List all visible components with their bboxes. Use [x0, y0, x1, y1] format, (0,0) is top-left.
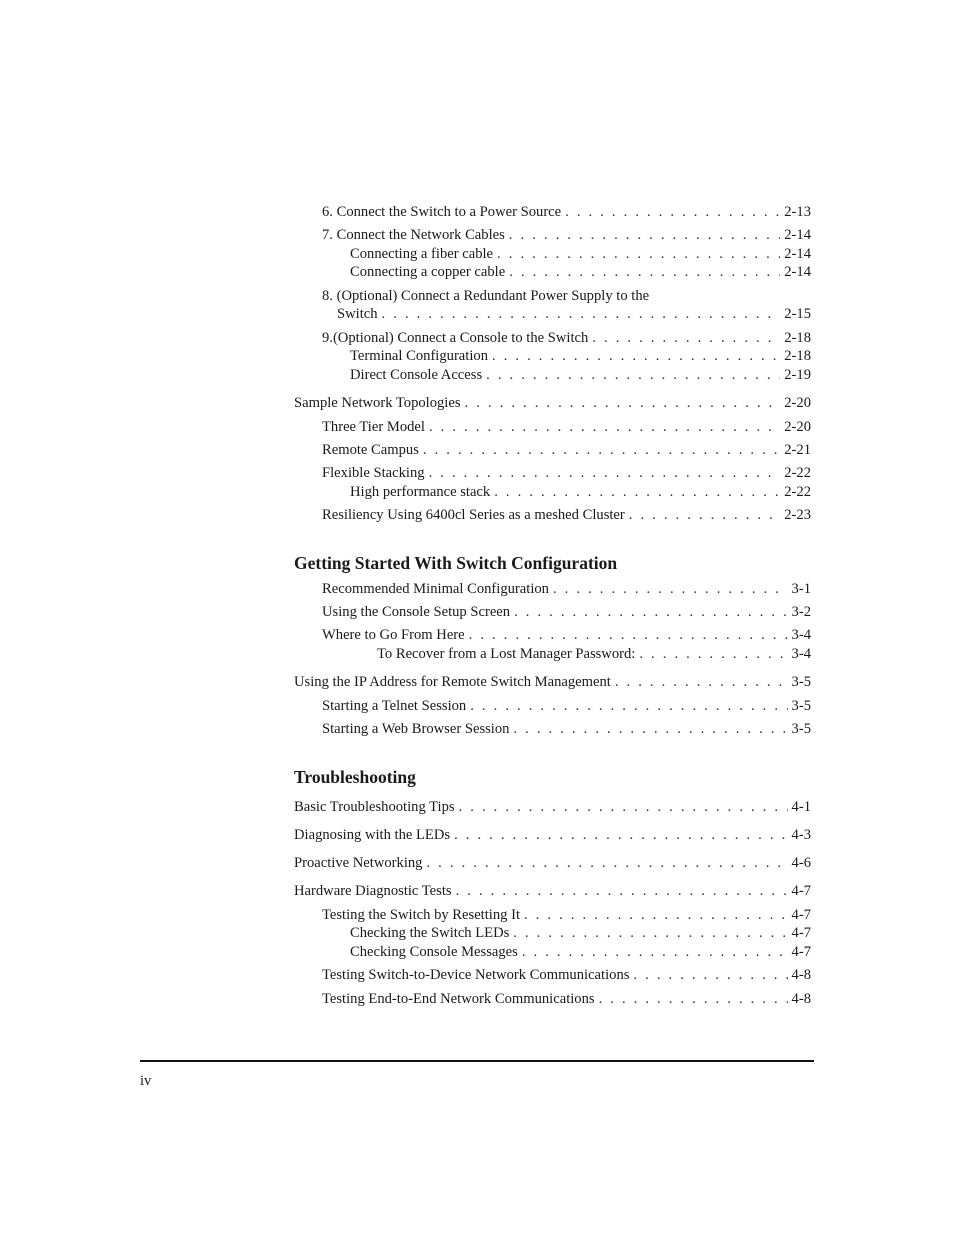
toc-entry-title: Testing the Switch by Resetting It	[322, 907, 520, 923]
toc-entry-page: 4-8	[791, 991, 811, 1007]
toc-entry-title: Flexible Stacking	[322, 465, 425, 481]
toc-entry-title: Proactive Networking	[294, 855, 423, 871]
toc-entry[interactable]	[322, 203, 811, 222]
toc-entry-page: 2-15	[784, 306, 811, 322]
toc-entry-page: 4-6	[791, 855, 811, 871]
toc-entry-page: 4-7	[791, 944, 811, 960]
toc-entry-title: Starting a Telnet Session	[322, 698, 467, 714]
toc-entry-title: Recommended Minimal Configuration	[322, 581, 549, 597]
dot-leader	[565, 203, 780, 222]
toc-entry-page: 2-14	[784, 264, 811, 280]
dot-leader	[513, 924, 787, 943]
dot-leader	[524, 906, 788, 925]
toc-entry-title: To Recover from a Lost Manager Password:	[377, 646, 636, 662]
toc-entry[interactable]	[294, 882, 811, 901]
toc-entry-title: Where to Go From Here	[322, 627, 465, 643]
dot-leader	[459, 798, 788, 817]
toc-entry[interactable]	[294, 854, 811, 873]
toc-entry-title: Testing End-to-End Network Communications	[322, 991, 595, 1007]
dot-leader	[599, 990, 788, 1009]
dot-leader	[426, 854, 787, 873]
toc-entry-page: 3-5	[791, 674, 811, 690]
toc-entry[interactable]	[294, 394, 811, 413]
toc-entry-page: 3-1	[791, 581, 811, 597]
toc-entry[interactable]	[322, 626, 811, 645]
toc-entry[interactable]	[322, 329, 811, 348]
toc-entry-page: 3-5	[791, 698, 811, 714]
toc-entry[interactable]	[322, 226, 811, 245]
dot-leader	[553, 580, 788, 599]
dot-leader	[429, 418, 780, 437]
toc-entry-title: Switch	[337, 306, 378, 322]
dot-leader	[633, 966, 787, 985]
toc-entry-page: 2-22	[784, 484, 811, 500]
toc-entry-title: Three Tier Model	[322, 419, 425, 435]
toc-entry[interactable]	[350, 366, 811, 385]
section-heading: Troubleshooting	[294, 767, 416, 787]
toc-entry-page: 2-21	[784, 442, 811, 458]
toc-entry-title: Terminal Configuration	[350, 348, 488, 364]
toc-entry-title: Connecting a fiber cable	[350, 246, 494, 262]
toc-entry-page: 3-4	[791, 627, 811, 643]
toc-entry-page: 4-7	[791, 925, 811, 941]
toc-entry[interactable]	[350, 347, 811, 366]
toc-entry-page: 2-23	[784, 507, 811, 523]
dot-leader	[465, 394, 781, 413]
toc-entry-title: Connecting a copper cable	[350, 264, 506, 280]
toc-entry[interactable]	[294, 826, 811, 845]
toc-entry[interactable]	[322, 720, 811, 739]
dot-leader	[509, 226, 780, 245]
toc-entry-page: 3-4	[791, 646, 811, 662]
toc-entry-title: Direct Console Access	[350, 367, 483, 383]
toc-entry-page: 3-5	[791, 721, 811, 737]
toc-entry-title: 8. (Optional) Connect a Redundant Power Supply to the	[322, 288, 650, 304]
dot-leader	[513, 720, 787, 739]
dot-leader	[629, 506, 780, 525]
section-heading: Getting Started With Switch Configuration	[294, 553, 618, 573]
dot-leader	[456, 882, 788, 901]
dot-leader	[639, 645, 787, 664]
toc-entry-title: Starting a Web Browser Session	[322, 721, 510, 737]
toc-entry-page: 2-18	[784, 330, 811, 346]
toc-entry-page: 4-1	[791, 799, 811, 815]
dot-leader	[469, 626, 788, 645]
toc-entry[interactable]	[294, 673, 811, 692]
toc-entry[interactable]	[322, 906, 811, 925]
dot-leader	[492, 347, 780, 366]
toc-entry[interactable]	[322, 580, 811, 599]
toc-entry[interactable]	[322, 506, 811, 525]
dot-leader	[454, 826, 787, 845]
toc-entry[interactable]	[350, 943, 811, 962]
toc-entry-page: 4-8	[791, 967, 811, 983]
toc-entry-page: 2-22	[784, 465, 811, 481]
toc-entry-title: Checking Console Messages	[350, 944, 518, 960]
toc-entry[interactable]	[377, 645, 811, 664]
toc-entry-page: 2-13	[784, 204, 811, 220]
toc-entry-page: 3-2	[791, 604, 811, 620]
toc-entry[interactable]	[294, 798, 811, 817]
toc-entry-page: 2-20	[784, 419, 811, 435]
toc-entry-title: Checking the Switch LEDs	[350, 925, 510, 941]
toc-entry-title: Using the IP Address for Remote Switch Management	[294, 674, 611, 690]
toc-entry-title: Resiliency Using 6400cl Series as a meshed Cluster	[322, 507, 625, 523]
toc-entry-page: 2-18	[784, 348, 811, 364]
toc-entry[interactable]	[322, 287, 811, 306]
toc-entry[interactable]	[350, 245, 811, 264]
toc-entry-page: 2-14	[784, 246, 811, 262]
dot-leader	[423, 441, 780, 460]
toc-entry[interactable]	[350, 924, 811, 943]
toc-entry-title: Remote Campus	[322, 442, 419, 458]
toc-entry[interactable]	[350, 483, 811, 502]
toc-entry-title: 9.(Optional) Connect a Console to the Switch	[322, 330, 589, 346]
toc-entry-page: 4-7	[791, 883, 811, 899]
toc-entry-page: 4-3	[791, 827, 811, 843]
footer-rule	[140, 1060, 814, 1062]
dot-leader	[592, 329, 780, 348]
toc-entry-title: Diagnosing with the LEDs	[294, 827, 451, 843]
toc-entry[interactable]	[322, 418, 811, 437]
toc-entry[interactable]	[322, 464, 811, 483]
toc-entry-page: 2-19	[784, 367, 811, 383]
toc-entry-title: Basic Troubleshooting Tips	[294, 799, 455, 815]
page-number: iv	[140, 1073, 152, 1089]
dot-leader	[486, 366, 780, 385]
toc-entry-title: High performance stack	[350, 484, 491, 500]
toc-entry[interactable]	[322, 697, 811, 716]
toc-entry-title: Sample Network Topologies	[294, 395, 461, 411]
dot-leader	[509, 263, 780, 282]
toc-entry[interactable]	[322, 441, 811, 460]
dot-leader	[470, 697, 787, 716]
dot-leader	[429, 464, 781, 483]
dot-leader	[514, 603, 787, 622]
toc-entry-title: 7. Connect the Network Cables	[322, 227, 505, 243]
toc-entry-page: 2-14	[784, 227, 811, 243]
toc-entry-page: 2-20	[784, 395, 811, 411]
toc-entry[interactable]	[322, 990, 811, 1009]
dot-leader	[522, 943, 788, 962]
toc-entry-title: Hardware Diagnostic Tests	[294, 883, 452, 899]
dot-leader	[494, 483, 780, 502]
toc-entry[interactable]	[350, 263, 811, 282]
toc-entry[interactable]	[337, 305, 811, 324]
toc-entry-title: Testing Switch-to-Device Network Communications	[322, 967, 630, 983]
toc-entry-title: 6. Connect the Switch to a Power Source	[322, 204, 562, 220]
toc-entry-page: 4-7	[791, 907, 811, 923]
dot-leader	[382, 305, 781, 324]
toc-entry[interactable]	[322, 966, 811, 985]
dot-leader	[497, 245, 780, 264]
dot-leader	[615, 673, 788, 692]
toc-entry[interactable]	[322, 603, 811, 622]
toc-entry-title: Using the Console Setup Screen	[322, 604, 511, 620]
